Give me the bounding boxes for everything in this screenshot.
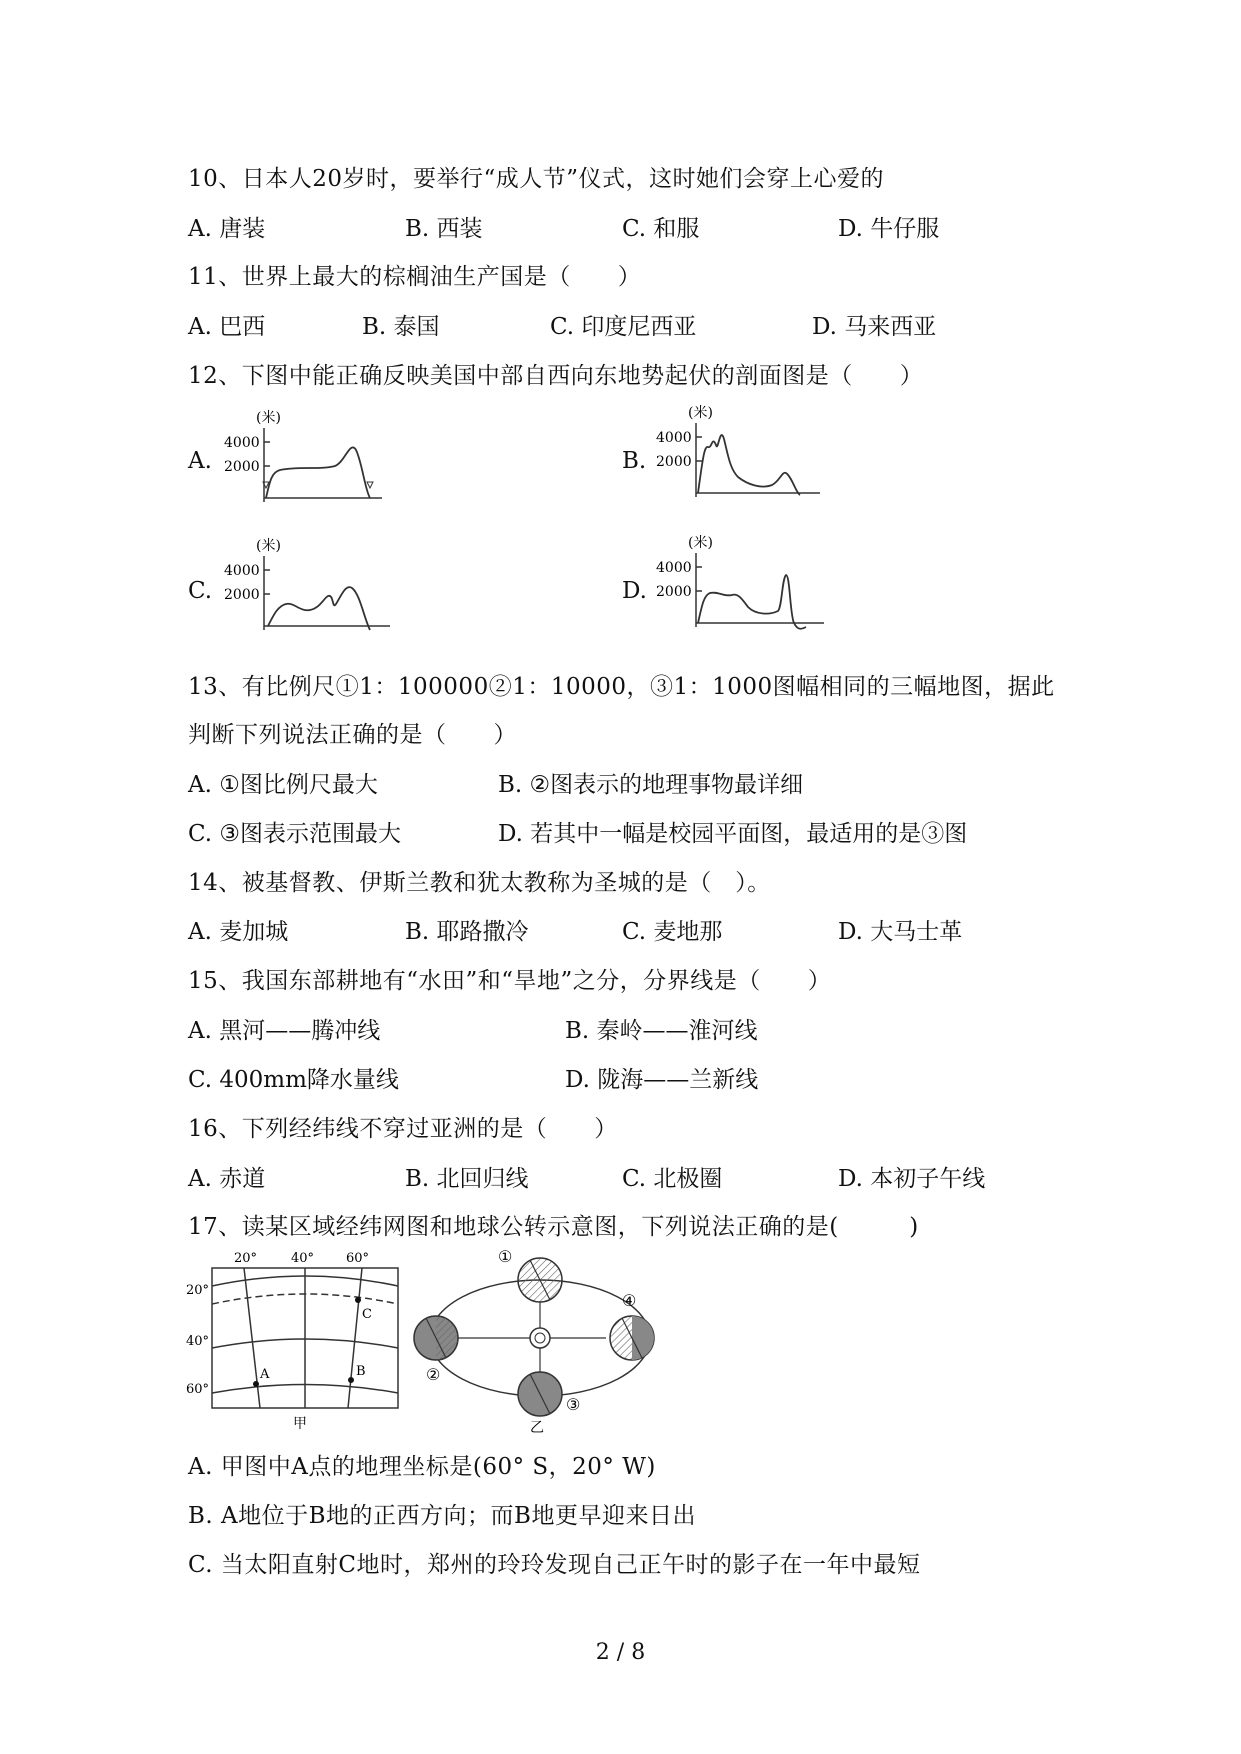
svg-text:甲: 甲 <box>293 1416 307 1432</box>
q16-option-d: D. 本初子午线 <box>838 1166 986 1192</box>
svg-text:20°: 20° <box>234 1251 258 1266</box>
svg-text:②: ② <box>426 1365 441 1384</box>
q11-stem: 11、世界上最大的棕榈油生产国是（ ） <box>188 264 642 290</box>
q10-option-a: A. 唐装 <box>188 216 266 242</box>
q13-stem-line1: 13、有比例尺①1：100000②1：10000，③1：1000图幅相同的三幅地图，据此 <box>188 674 1055 700</box>
svg-text:4000: 4000 <box>656 430 692 446</box>
svg-text:2000: 2000 <box>224 587 260 603</box>
svg-text:4000: 4000 <box>656 560 692 576</box>
q14-option-c: C. 麦地那 <box>622 919 723 945</box>
svg-text:4000: 4000 <box>224 563 260 579</box>
q11-option-c: C. 印度尼西亚 <box>550 314 697 340</box>
q17-stem: 17、读某区域经纬网图和地球公转示意图，下列说法正确的是( ) <box>188 1214 919 1240</box>
q16-stem: 16、下列经纬线不穿过亚洲的是（ ） <box>188 1116 618 1142</box>
q13-stem-line2: 判断下列说法正确的是（ ） <box>188 722 517 748</box>
svg-text:④: ④ <box>622 1291 637 1310</box>
q10-option-b: B. 西装 <box>405 216 483 242</box>
q12-option-a: A. <box>188 448 212 474</box>
q10-stem: 10、日本人20岁时，要举行“成人节”仪式，这时她们会穿上心爱的 <box>188 166 885 192</box>
svg-text:(米): (米) <box>256 410 281 426</box>
profile-chart-a <box>220 410 400 514</box>
q14-option-a: A. 麦加城 <box>188 919 289 945</box>
svg-text:40°: 40° <box>186 1334 210 1349</box>
profile-chart-b <box>652 405 832 509</box>
q13-option-c: C. ③图表示范围最大 <box>188 821 402 847</box>
q15-option-b: B. 秦岭——淮河线 <box>565 1018 758 1044</box>
svg-text:2000: 2000 <box>224 459 260 475</box>
q17-option-c: C. 当太阳直射C地时，郑州的玲玲发现自己正午时的影子在一年中最短 <box>188 1552 921 1578</box>
q11-option-d: D. 马来西亚 <box>812 314 937 340</box>
q15-option-a: A. 黑河——腾冲线 <box>188 1018 381 1044</box>
q17-option-b: B. A地位于B地的正西方向；而B地更早迎来日出 <box>188 1503 696 1529</box>
profile-chart-c <box>220 538 400 642</box>
svg-text:(米): (米) <box>688 535 713 551</box>
svg-text:A: A <box>260 1367 270 1382</box>
q17-option-a: A. 甲图中A点的地理坐标是(60° S，20° W) <box>188 1454 656 1480</box>
svg-text:4000: 4000 <box>224 435 260 451</box>
latlong-grid-figure <box>186 1248 406 1437</box>
q16-option-a: A. 赤道 <box>188 1166 266 1192</box>
q12-option-d: D. <box>622 578 647 604</box>
svg-text:(米): (米) <box>256 538 281 554</box>
q14-option-d: D. 大马士革 <box>838 919 963 945</box>
svg-text:40°: 40° <box>291 1251 315 1266</box>
q14-stem: 14、被基督教、伊斯兰教和犹太教称为圣城的是（ ）。 <box>188 870 771 896</box>
svg-text:2000: 2000 <box>656 454 692 470</box>
svg-text:B: B <box>356 1364 366 1379</box>
q13-option-b: B. ②图表示的地理事物最详细 <box>498 772 804 798</box>
q15-stem: 15、我国东部耕地有“水田”和“旱地”之分，分界线是（ ） <box>188 968 832 994</box>
q12-option-c: C. <box>188 578 213 604</box>
q12-option-b: B. <box>622 448 647 474</box>
svg-text:20°: 20° <box>186 1283 210 1298</box>
svg-text:(米): (米) <box>688 405 713 421</box>
profile-chart-d <box>652 535 832 639</box>
q13-option-a: A. ①图比例尺最大 <box>188 772 378 798</box>
q12-stem: 12、下图中能正确反映美国中部自西向东地势起伏的剖面图是（ ） <box>188 363 924 389</box>
q13-option-d: D. 若其中一幅是校园平面图，最适用的是③图 <box>498 821 968 847</box>
q15-option-d: D. 陇海——兰新线 <box>565 1067 759 1093</box>
q16-option-c: C. 北极圈 <box>622 1166 723 1192</box>
q10-option-d: D. 牛仔服 <box>838 216 940 242</box>
q16-option-b: B. 北回归线 <box>405 1166 529 1192</box>
page-number: 2 / 8 <box>595 1640 646 1665</box>
svg-text:③: ③ <box>566 1395 581 1414</box>
q10-option-c: C. 和服 <box>622 216 700 242</box>
svg-text:60°: 60° <box>346 1251 370 1266</box>
q14-option-b: B. 耶路撒冷 <box>405 919 529 945</box>
earth-orbit-figure <box>410 1240 660 1439</box>
q11-option-b: B. 泰国 <box>362 314 440 340</box>
q15-option-c: C. 400mm降水量线 <box>188 1067 399 1093</box>
svg-text:60°: 60° <box>186 1382 210 1397</box>
svg-text:乙: 乙 <box>530 1420 544 1435</box>
svg-text:C: C <box>362 1307 372 1322</box>
q11-option-a: A. 巴西 <box>188 314 266 340</box>
svg-text:2000: 2000 <box>656 584 692 600</box>
svg-text:①: ① <box>498 1247 513 1266</box>
